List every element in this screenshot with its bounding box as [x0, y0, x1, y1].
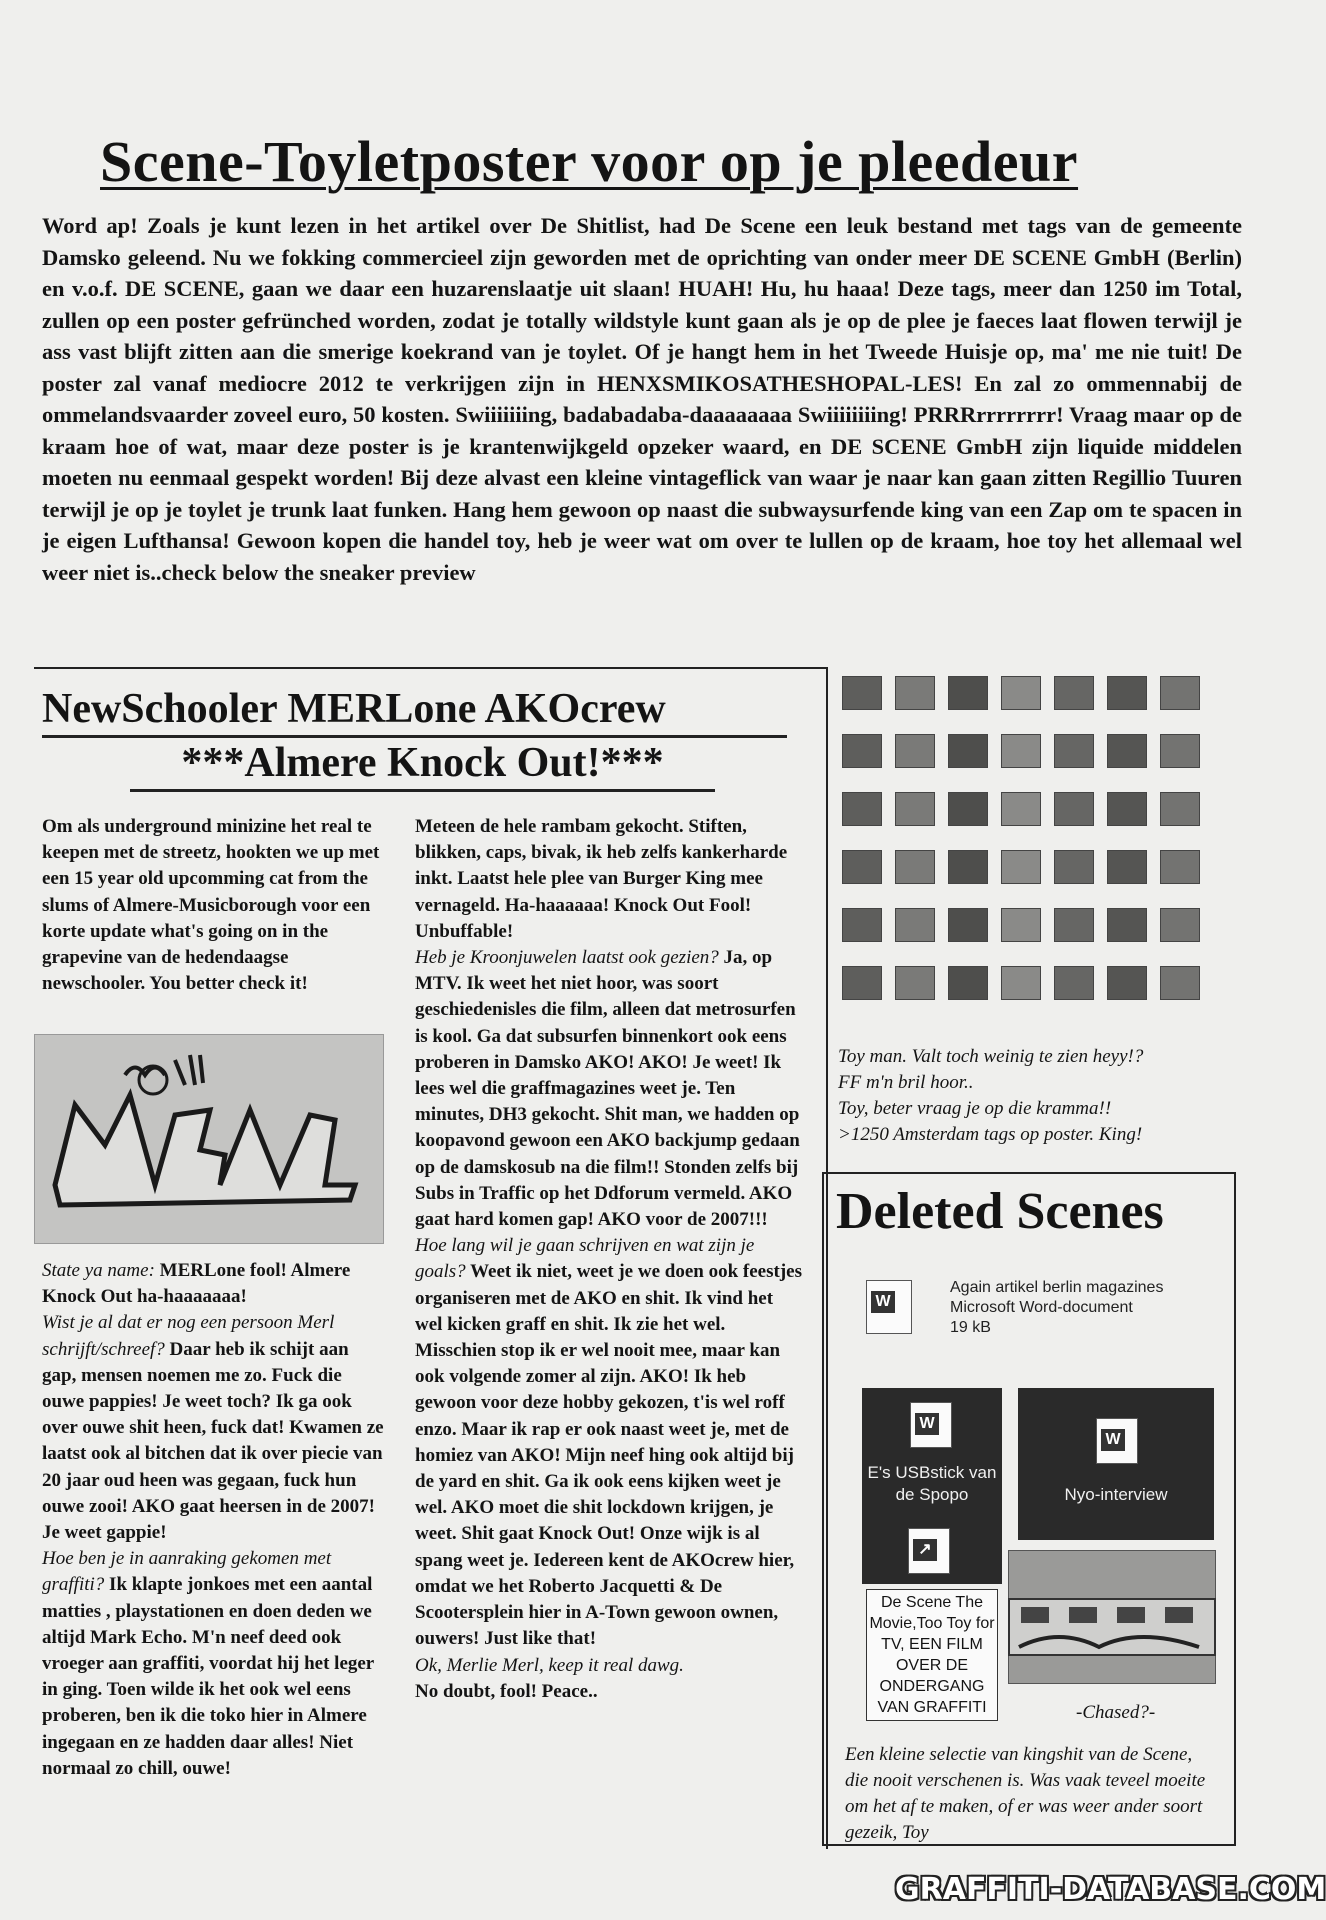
tag-thumbnail[interactable] [1001, 792, 1041, 826]
word-document-icon: W [1096, 1418, 1138, 1464]
article-col1-intro: Om als underground minizine het real te keepen met de streetz, hookten we up met een 15 year old upcomming cat from the slums of Almere-Musicborough voor een korte update what's going on in the grapevine van de hedendaagse newschooler. You better check it! [42, 816, 380, 995]
caption-line: FF m'n bril hoor.. [838, 1072, 974, 1093]
tag-thumbnail[interactable] [948, 734, 988, 768]
interview-block [415, 1653, 805, 1679]
file-size: 19 kB [950, 1319, 991, 1336]
tag-thumbnail[interactable] [948, 792, 988, 826]
interview-block [42, 1310, 384, 1546]
caption-line: Toy, beter vraag je op die kramma!! [838, 1098, 1112, 1119]
tag-thumbnail[interactable] [895, 908, 935, 942]
tag-thumbnail[interactable] [948, 908, 988, 942]
tag-thumbnail[interactable] [842, 792, 882, 826]
interview-block [42, 1258, 384, 1310]
article-col2 [415, 814, 805, 1705]
word-document-icon[interactable]: W [866, 1280, 912, 1334]
train-photo [1008, 1550, 1216, 1684]
tag-thumbnail[interactable] [1160, 734, 1200, 768]
tag-thumbnail[interactable] [895, 792, 935, 826]
article-col1-interview [42, 1258, 384, 1782]
interview-question: Ok, Merlie Merl, keep it real dawg. [415, 1654, 684, 1676]
interview-block [415, 1679, 805, 1705]
interview-answer: Daar heb ik schijt aan gap, mensen noemen me zo. Fuck die ouwe pappies! Je weet toch? Ik ga ook over ouwe shit heen, fuck dat! Kwamen ze laatst ook al bitchen dat ik over piecie van 20 jaar oud heen was gegaan, fuck hun ouwe zooi! AKO gaat heersen in de 2007! Je weet gappie! [42, 1338, 384, 1544]
interview-question: Hoe lang wil je gaan schrijven en wat zijn je goals? [415, 1235, 755, 1283]
tag-thumbnail[interactable] [1160, 792, 1200, 826]
word-document-icon: W [910, 1402, 952, 1448]
tag-thumbnail[interactable] [1001, 734, 1041, 768]
nyo-interview-file-tile[interactable] [1018, 1388, 1214, 1540]
tag-thumbnail[interactable] [895, 676, 935, 710]
watermark: GRAFFITI-DATABASE.COM [895, 1872, 1326, 1907]
shortcut-icon-tile[interactable] [862, 1518, 1002, 1584]
interview-block [415, 945, 805, 1233]
file-label: E's USBstick van de Spopo [867, 1463, 997, 1504]
tag-thumbnail[interactable] [1054, 966, 1094, 1000]
interview-answer: Ja, op MTV. Ik weet het niet hoor, was soort geschiedenisles die film, alleen dat metrosurfen is kool. Ga dat subsurfen binnenkort ook eens proberen in Damsko AKO! AKO! Je weet! Ik lees wel die graffmagazines weet je. Ten minutes, DH3 gekocht. Shit man, we hadden op koopavond gewoon een AKO backjump gedaan op de damskosub na die film!! Stonden zelfs bij Subs in Traffic op het Ddforum vermeld. AKO gaat hard komen gap! AKO voor de 2007!!! [415, 947, 800, 1231]
tag-thumbnail[interactable] [1001, 850, 1041, 884]
interview-answer: No doubt, fool! Peace.. [415, 1680, 598, 1702]
tag-thumbnail[interactable] [1160, 850, 1200, 884]
interview-answer: MERLone fool! Almere Knock Out ha-haaaaaaa! [42, 1260, 351, 1308]
tag-thumbnail[interactable] [1107, 734, 1147, 768]
graffiti-piece-icon [35, 1035, 383, 1243]
tag-thumbnail[interactable] [842, 734, 882, 768]
caption-line: Toy man. Valt toch weinig te zien heyy!? [838, 1046, 1144, 1067]
tag-thumbnail[interactable] [1054, 676, 1094, 710]
tag-thumbnail[interactable] [1001, 966, 1041, 1000]
interview-question: Heb je Kroonjuwelen laatst ook gezien? [415, 947, 719, 969]
tag-thumbnail[interactable] [1160, 966, 1200, 1000]
interview-answer: Weet ik niet, weet je we doen ook feestjes organiseren met de AKO en shit. Ik vind het wel kicken graff en shit. Ik zie het wel. Misschien stop ik er wel nooit mee, maar kan ook volgende zomer al zijn. AKO! Ik heb gewoon voor deze hobby gekozen, t'is wel roff enzo. Maar ik rap er ook naast weet je, met de homiez van AKO! Mijn neef hing ook altijd bij de yard en shit. Ga ik ook eens kijken weet je wel. AKO moet die shit lockdown krijgen, je weet. Shit gaat Knock Out! Onze wijk is al spang weet je. Iedereen kent de AKOcrew hier, omdat we het Roberto Jacquetti & De Scootersplein hier in A-Town gewoon ownen, ouwers! Just like that! [415, 1261, 802, 1650]
interview-question: Wist je al dat er nog een persoon Merl schrijft/schreef? [42, 1312, 335, 1360]
interview-answer: Meteen de hele rambam gekocht. Stiften, blikken, caps, bivak, ik heb zelfs kankerharde inkt. Laatst hele plee van Burger King mee vernageld. Ha-haaaaaa! Knock Out Fool! Unbuffable! [415, 816, 788, 942]
file-type: Microsoft Word-document [950, 1299, 1133, 1316]
movie-file-label[interactable]: De Scene The Movie,Too Toy for TV, EEN FILM OVER DE ONDERGANG VAN GRAFFITI [866, 1589, 998, 1721]
tag-thumbnail[interactable] [948, 676, 988, 710]
tag-thumbnail[interactable] [1160, 908, 1200, 942]
tag-thumbnail[interactable] [895, 966, 935, 1000]
tag-thumbnail[interactable] [1054, 850, 1094, 884]
file-name: Again artikel berlin magazines [950, 1279, 1164, 1296]
chased-caption: -Chased?- [1076, 1702, 1156, 1723]
tag-thumbnail[interactable] [842, 850, 882, 884]
tag-thumbnail[interactable] [1107, 850, 1147, 884]
tag-thumbnail[interactable] [842, 676, 882, 710]
caption-line: >1250 Amsterdam tags op poster. King! [838, 1124, 1143, 1145]
article-subtitle: ***Almere Knock Out!*** [130, 737, 715, 792]
tag-thumbnail[interactable] [842, 966, 882, 1000]
deleted-scenes-title: Deleted Scenes [836, 1183, 1164, 1240]
intro-paragraph: Word ap! Zoals je kunt lezen in het artikel over De Shitlist, had De Scene een leuk bestand met tags van de gemeente Damsko geleend. Nu we fokking commercieel zijn geworden met de oprichting van onder meer DE SCENE GmbH (Berlin) en v.o.f. DE SCENE, gaan we daar een huzarenslaatje uit slaan! HUAH! Hu, hu haaa! Deze tags, meer dan 1250 im Total, zullen op een poster gefrünched worden, zodat je totally wildstyle kunt gaan als je op de plee je faeces laat flowen terwijl je ass vast blijft zitten aan die smerige koekrand van je toylet. Of je hangt hem in het Tweede Huisje op, ma' me nie tuit! De poster zal vanaf mediocre 2012 te verkrijgen zijn in HENXSMIKOSATHESHOPAL-LES! En zal zo ommennabij de ommelandsvaarder zoveel euro, 50 kosten. Swiiiiiiing, badabadaba-daaaaaaaa Swiiiiiiiing! PRRRrrrrrrrr! Vraag maar op de kraam hoe of wat, maar deze poster is je krantenwijkgeld opzeker waard, en DE SCENE GmbH zijn liquide middelen moeten nu eenmaal gespekt worden! Bij deze alvast een kleine vintageflick van waar je naar kan gaan zitten Regillio Tuuren terwijl je op je toylet je trunk laat funken. Hang hem gewoon op naast die subwaysurfende king van een Zap om te spacen in je eigen Lufthansa! Gewoon kopen die handel toy, heb je weer wat om over te lullen op de kraam, hoe toy het allemaal wel weer niet is..check below the sneaker preview [42, 213, 1242, 585]
tag-thumbnail[interactable] [1054, 792, 1094, 826]
tag-thumbnail[interactable] [1107, 676, 1147, 710]
tag-thumbnail-grid [838, 672, 1228, 1017]
tag-thumbnail[interactable] [1107, 966, 1147, 1000]
shortcut-icon: ↗ [908, 1528, 950, 1574]
tag-thumbnail[interactable] [1001, 676, 1041, 710]
tag-thumbnail[interactable] [1054, 734, 1094, 768]
tag-thumbnail[interactable] [1054, 908, 1094, 942]
page-title: Scene-Toyletposter voor op je pleedeur [100, 129, 1079, 194]
tag-thumbnail[interactable] [1107, 792, 1147, 826]
tag-thumbnail[interactable] [1160, 676, 1200, 710]
tag-thumbnail[interactable] [948, 966, 988, 1000]
interview-block [415, 1233, 805, 1652]
interview-question: Hoe ben je in aanraking gekomen met graffiti? [42, 1548, 332, 1596]
tag-thumbnail[interactable] [948, 850, 988, 884]
train-icon [1009, 1551, 1215, 1683]
deleted-scenes-caption: Een kleine selectie van kingshit van de Scene, die nooit verschenen is. Was vaak teveel moeite om het af te maken, of er was weer ander soort gezeik, Toy [845, 1744, 1206, 1843]
interview-block [42, 1546, 384, 1782]
merl-graffiti-photo [34, 1034, 384, 1244]
article-title: NewSchooler MERLone AKOcrew [42, 683, 787, 738]
interview-block [415, 814, 805, 945]
interview-answer: Ik klapte jonkoes met een aantal matties , playstationen en doen deden we altijd Mark Echo. M'n neef deed ook vroeger aan graffiti, voordat hij het leger in ging. Toen wilde ik het ook wel eens proberen, ben ik die toko hier in Almere ingegaan en ze hadden daar alles! Niet normaal zo chill, ouwe! [42, 1574, 374, 1779]
word-file-info[interactable] [950, 1278, 1220, 1338]
tag-thumbnail[interactable] [895, 850, 935, 884]
interview-question: State ya name: [42, 1260, 155, 1281]
tag-thumbnail[interactable] [842, 908, 882, 942]
file-label: Nyo-interview [1064, 1485, 1168, 1504]
thumbnail-caption [838, 1044, 1238, 1148]
tag-thumbnail[interactable] [1107, 908, 1147, 942]
tag-thumbnail[interactable] [895, 734, 935, 768]
tag-thumbnail[interactable] [1001, 908, 1041, 942]
